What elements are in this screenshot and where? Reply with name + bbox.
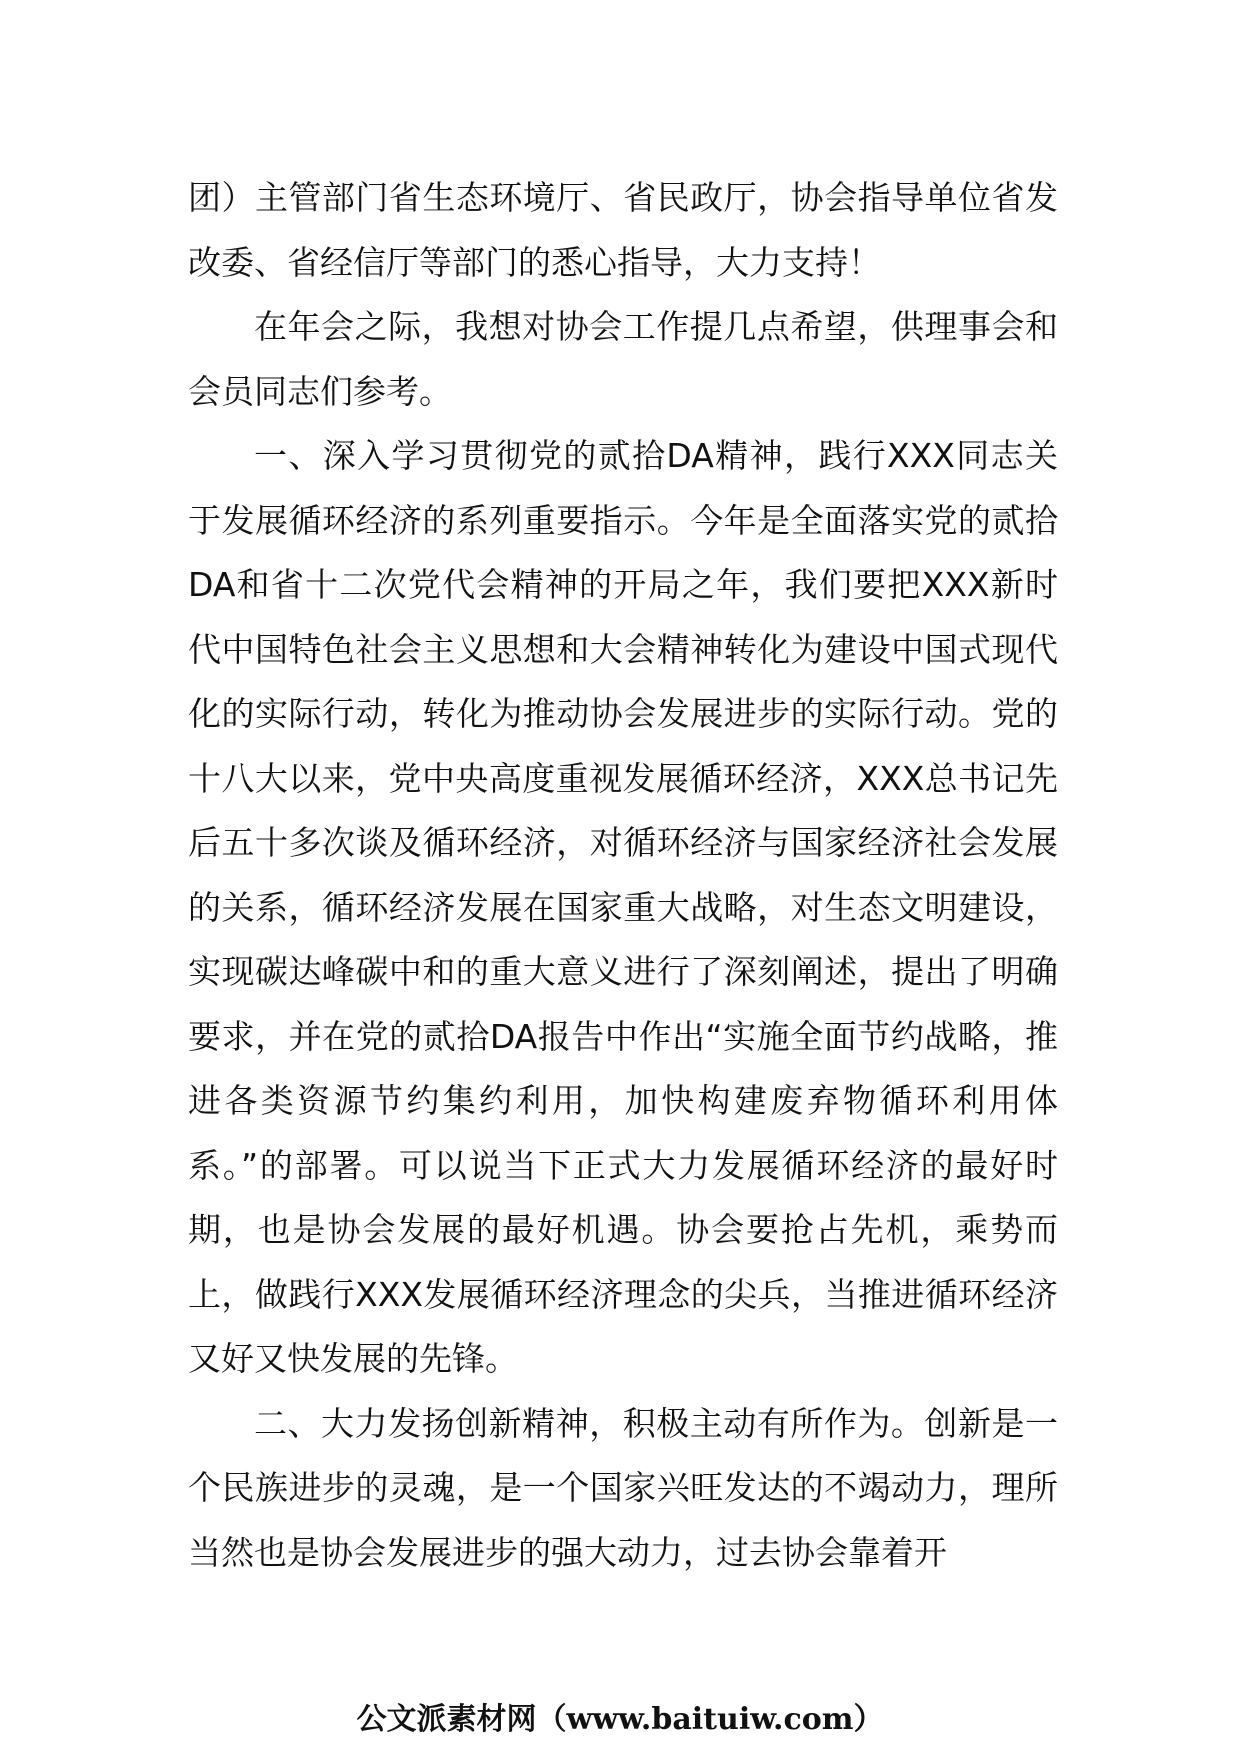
paragraph-continuation: 团）主管部门省生态环境厅、省民政厅，协会指导单位省发改委、省经信厅等部门的悉心指导，大力支持！ <box>188 178 1058 282</box>
paragraph-section-two: 二、大力发扬创新精神，积极主动有所作为。创新是一个民族进步的灵魂，是一个国家兴旺发达的不竭动力，理所当然也是协会发展进步的强大动力，过去协会靠着开 <box>188 1403 1058 1572</box>
paragraph-intro: 在年会之际，我想对协会工作提几点希望，供理事会和会员同志们参考。 <box>188 307 1058 411</box>
document-body <box>188 166 1058 1585</box>
source-footer: 公文派素材网（www.baituiw.com） <box>356 1702 884 1737</box>
paragraph-section-one: 一、深入学习贯彻党的贰拾DA精神，践行XXX同志关于发展循环经济的系列重要指示。今年是全面落实党的贰拾DA和省十二次党代会精神的开局之年，我们要把XXX新时代中国特色社会主义思想和大会精神转化为建设中国式现代化的实际行动，转化为推动协会发展进步的实际行动。党的十八大以来，党中央高度重视发展循环经济，XXX总书记先后五十多次谈及循环经济，对循环经济与国家经济社会发展的关系，循环经济发展在国家重大战略，对生态文明建设，实现碳达峰碳中和的重大意义进行了深刻阐述，提出了明确要求，并在党的贰拾DA报告中作出“实施全面节约战略，推进各类资源节约集约利用，加快构建废弃物循环利用体系。”的部署。可以说当下正式大力发展循环经济的最好时期，也是协会发展的最好机遇。协会要抢占先机，乘势而上，做践行XXX发展循环经济理念的尖兵，当推进循环经济又好又快发展的先锋。 <box>188 436 1058 1378</box>
